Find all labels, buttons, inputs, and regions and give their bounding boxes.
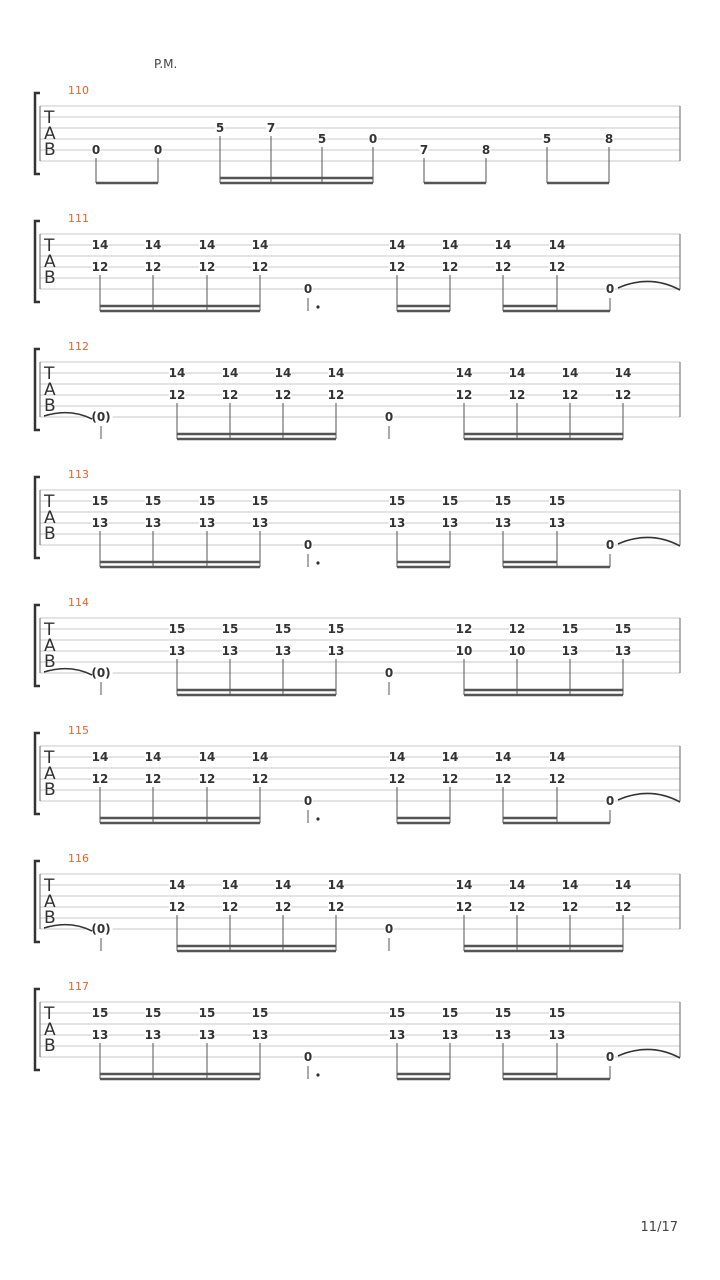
fret-number: 0 <box>605 1050 615 1064</box>
fret-number: 12 <box>455 622 473 636</box>
fret-number: 14 <box>91 238 109 252</box>
fret-number: 7 <box>419 143 429 157</box>
fret-number: 14 <box>548 238 566 252</box>
fret-number: 14 <box>221 366 239 380</box>
fret-number: 12 <box>441 772 459 786</box>
fret-number: 13 <box>91 1028 109 1042</box>
fret-number: 10 <box>508 644 526 658</box>
fret-number: 13 <box>494 516 512 530</box>
fret-number: 14 <box>388 238 406 252</box>
fret-number: 13 <box>614 644 632 658</box>
tab-clef-letter: A <box>44 764 56 784</box>
fret-number: 12 <box>614 388 632 402</box>
fret-number: 13 <box>274 644 292 658</box>
rhythm-dot <box>316 561 319 564</box>
measure-number: 110 <box>68 84 89 97</box>
fret-number: 0 <box>605 538 615 552</box>
fret-number: 15 <box>144 494 162 508</box>
fret-number: 0 <box>303 282 313 296</box>
fret-number: 14 <box>251 750 269 764</box>
fret-number: (0) <box>91 922 111 936</box>
fret-number: 12 <box>198 260 216 274</box>
fret-number: 15 <box>251 494 269 508</box>
measure-number: 112 <box>68 340 89 353</box>
tab-clef-letter: T <box>44 876 55 896</box>
fret-number: 13 <box>144 1028 162 1042</box>
fret-number: 13 <box>251 516 269 530</box>
fret-number: (0) <box>91 410 111 424</box>
fret-number: 14 <box>614 878 632 892</box>
fret-number: 14 <box>198 750 216 764</box>
fret-number: 12 <box>144 260 162 274</box>
fret-number: 12 <box>508 622 526 636</box>
fret-number: 14 <box>614 366 632 380</box>
fret-number: 15 <box>251 1006 269 1020</box>
tab-clef-letter: T <box>44 748 55 768</box>
fret-number: 5 <box>542 132 552 146</box>
fret-number: 14 <box>168 878 186 892</box>
measure-number: 116 <box>68 852 89 865</box>
tab-clef-letter: A <box>44 892 56 912</box>
fret-number: 13 <box>221 644 239 658</box>
fret-number: 15 <box>494 1006 512 1020</box>
tab-clef-letter: T <box>44 236 55 256</box>
fret-number: 14 <box>327 878 345 892</box>
fret-number: 12 <box>91 260 109 274</box>
fret-number: 14 <box>494 238 512 252</box>
fret-number: 0 <box>368 132 378 146</box>
fret-number: 12 <box>274 900 292 914</box>
fret-number: 14 <box>548 750 566 764</box>
measure-number: 111 <box>68 212 89 225</box>
fret-number: 12 <box>221 388 239 402</box>
fret-number: 0 <box>384 922 394 936</box>
fret-number: 14 <box>561 366 579 380</box>
tab-clef-letter: B <box>44 1036 56 1056</box>
fret-number: 13 <box>548 516 566 530</box>
fret-number: 14 <box>441 238 459 252</box>
fret-number: 12 <box>274 388 292 402</box>
fret-number: 14 <box>91 750 109 764</box>
fret-number: 15 <box>548 494 566 508</box>
tab-clef-letter: B <box>44 780 56 800</box>
fret-number: 13 <box>548 1028 566 1042</box>
fret-number: 12 <box>168 388 186 402</box>
fret-number: 12 <box>327 388 345 402</box>
fret-number: 14 <box>221 878 239 892</box>
fret-number: 14 <box>144 750 162 764</box>
fret-number: 12 <box>548 772 566 786</box>
fret-number: 15 <box>441 1006 459 1020</box>
fret-number: 8 <box>481 143 491 157</box>
fret-number: 14 <box>561 878 579 892</box>
fret-number: 14 <box>327 366 345 380</box>
fret-number: 13 <box>144 516 162 530</box>
fret-number: 14 <box>455 366 473 380</box>
tab-clef-letter: A <box>44 1020 56 1040</box>
fret-number: 10 <box>455 644 473 658</box>
fret-number: 12 <box>144 772 162 786</box>
fret-number: 15 <box>168 622 186 636</box>
fret-number: 12 <box>198 772 216 786</box>
rhythm-dot <box>316 305 319 308</box>
fret-number: 12 <box>548 260 566 274</box>
fret-number: 15 <box>91 1006 109 1020</box>
tab-clef-letter: A <box>44 252 56 272</box>
fret-number: 13 <box>441 1028 459 1042</box>
fret-number: 12 <box>494 260 512 274</box>
fret-number: 15 <box>494 494 512 508</box>
tab-clef-letter: B <box>44 524 56 544</box>
fret-number: 0 <box>303 1050 313 1064</box>
fret-number: 15 <box>91 494 109 508</box>
fret-number: 12 <box>251 260 269 274</box>
fret-number: 13 <box>168 644 186 658</box>
fret-number: 0 <box>303 794 313 808</box>
fret-number: 12 <box>508 388 526 402</box>
fret-number: 15 <box>548 1006 566 1020</box>
fret-number: 12 <box>327 900 345 914</box>
fret-number: 0 <box>153 143 163 157</box>
fret-number: 14 <box>144 238 162 252</box>
fret-number: 12 <box>561 388 579 402</box>
page-number: 11/17 <box>640 1220 678 1235</box>
staff-bracket <box>35 93 40 174</box>
fret-number: 8 <box>604 132 614 146</box>
measure-number: 115 <box>68 724 89 737</box>
fret-number: 14 <box>494 750 512 764</box>
rhythm-dot <box>316 817 319 820</box>
staff-bracket <box>35 477 40 558</box>
fret-number: 5 <box>317 132 327 146</box>
fret-number: 15 <box>327 622 345 636</box>
fret-number: 0 <box>605 794 615 808</box>
fret-number: 12 <box>561 900 579 914</box>
fret-number: 5 <box>215 121 225 135</box>
staff-bracket <box>35 349 40 430</box>
fret-number: 14 <box>198 238 216 252</box>
tab-clef-letter: A <box>44 380 56 400</box>
staff-bracket <box>35 605 40 686</box>
fret-number: 13 <box>251 1028 269 1042</box>
fret-number: 15 <box>441 494 459 508</box>
fret-number: 14 <box>274 878 292 892</box>
fret-number: 0 <box>91 143 101 157</box>
fret-number: 7 <box>266 121 276 135</box>
fret-number: 12 <box>168 900 186 914</box>
tab-clef-letter: T <box>44 108 55 128</box>
tab-clef-letter: T <box>44 492 55 512</box>
fret-number: 14 <box>168 366 186 380</box>
fret-number: 13 <box>388 516 406 530</box>
staff-bracket <box>35 733 40 814</box>
fret-number: 14 <box>508 878 526 892</box>
fret-number: 12 <box>494 772 512 786</box>
fret-number: 12 <box>441 260 459 274</box>
fret-number: 14 <box>508 366 526 380</box>
tab-clef-letter: B <box>44 140 56 160</box>
fret-number: 15 <box>388 494 406 508</box>
fret-number: 14 <box>455 878 473 892</box>
tab-clef-letter: B <box>44 268 56 288</box>
fret-number: 13 <box>441 516 459 530</box>
fret-number: 14 <box>388 750 406 764</box>
staff-bracket <box>35 989 40 1070</box>
fret-number: 12 <box>455 388 473 402</box>
fret-number: 0 <box>605 282 615 296</box>
fret-number: 0 <box>303 538 313 552</box>
measure-number: 117 <box>68 980 89 993</box>
staff-bracket <box>35 221 40 302</box>
fret-number: 13 <box>198 516 216 530</box>
fret-number: 0 <box>384 666 394 680</box>
tab-clef-letter: A <box>44 636 56 656</box>
fret-number: 13 <box>561 644 579 658</box>
tab-clef-letter: B <box>44 908 56 928</box>
fret-number: 14 <box>274 366 292 380</box>
fret-number: 15 <box>198 1006 216 1020</box>
tab-clef-letter: T <box>44 620 55 640</box>
fret-number: 12 <box>91 772 109 786</box>
fret-number: 0 <box>384 410 394 424</box>
measure-number: 113 <box>68 468 89 481</box>
fret-number: 12 <box>388 260 406 274</box>
fret-number: 15 <box>561 622 579 636</box>
tab-clef-letter: B <box>44 652 56 672</box>
palm-mute-label: P.M. <box>154 57 178 71</box>
fret-number: 12 <box>388 772 406 786</box>
tab-clef-letter: A <box>44 508 56 528</box>
measure-number: 114 <box>68 596 89 609</box>
tab-clef-letter: T <box>44 1004 55 1024</box>
fret-number: 15 <box>388 1006 406 1020</box>
rhythm-dot <box>316 1073 319 1076</box>
fret-number: 15 <box>144 1006 162 1020</box>
fret-number: 14 <box>441 750 459 764</box>
fret-number: (0) <box>91 666 111 680</box>
tab-clef-letter: T <box>44 364 55 384</box>
fret-number: 15 <box>198 494 216 508</box>
fret-number: 14 <box>251 238 269 252</box>
fret-number: 15 <box>221 622 239 636</box>
fret-number: 13 <box>327 644 345 658</box>
fret-number: 12 <box>221 900 239 914</box>
fret-number: 12 <box>508 900 526 914</box>
fret-number: 13 <box>494 1028 512 1042</box>
fret-number: 15 <box>614 622 632 636</box>
fret-number: 13 <box>388 1028 406 1042</box>
staff-bracket <box>35 861 40 942</box>
fret-number: 12 <box>614 900 632 914</box>
fret-number: 13 <box>91 516 109 530</box>
tab-clef-letter: A <box>44 124 56 144</box>
fret-number: 15 <box>274 622 292 636</box>
fret-number: 12 <box>251 772 269 786</box>
tab-clef-letter: B <box>44 396 56 416</box>
fret-number: 13 <box>198 1028 216 1042</box>
fret-number: 12 <box>455 900 473 914</box>
